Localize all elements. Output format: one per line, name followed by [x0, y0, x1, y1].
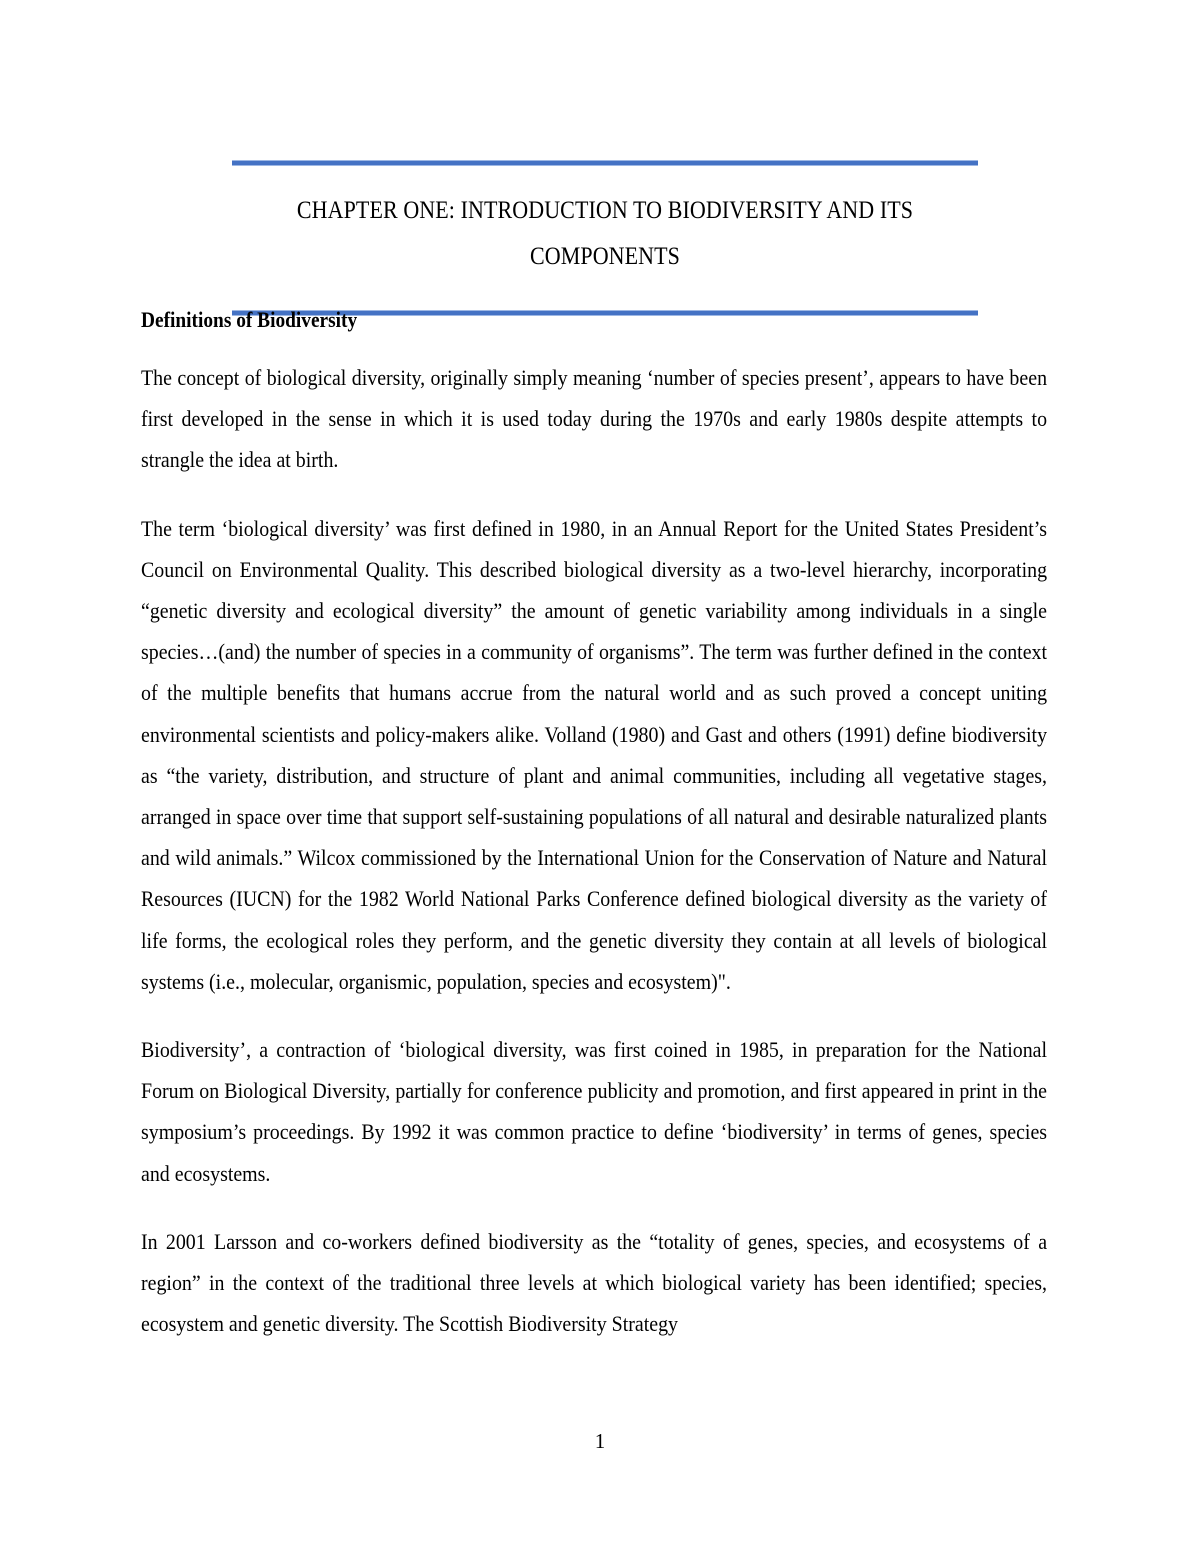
paragraph-3: Biodiversity’, a contraction of ‘biological diversity, was first coined in 1985, in preparation for the National Forum on Biological Diversity, partially for conference publicity and promotion, and first appeared in print in the symposium’s proceedings. By 1992 it was common practice to define ‘biodiversity’ in terms of genes, species and ecosystems.	[141, 1037, 1048, 1186]
page-title-line-1: CHAPTER ONE: INTRODUCTION TO BIODIVERSITY AND ITS	[296, 197, 914, 224]
chapter-title-block	[232, 160, 978, 316]
page-title	[277, 166, 933, 310]
document-body	[141, 305, 1047, 1344]
paragraph-2: The term ‘biological diversity’ was first defined in 1980, in an Annual Report for the United States President’s Council on Environmental Quality. This described biological diversity as a two-level hierarchy, incorporating “genetic diversity and ecological diversity” the amount of genetic variability among individuals in a single species…(and) the number of species in a community of organisms”. The term was further defined in the context of the multiple benefits that humans accrue from the natural world and as such proved a concept uniting environmental scientists and policy-makers alike. Volland (1980) and Gast and others (1991) define biodiversity as “the variety, distribution, and structure of plant and animal communities, including all vegetative stages, arranged in space over time that support self-sustaining populations of all natural and desirable naturalized plants and wild animals.” Wilcox commissioned by the International Union for the Conservation of Nature and Natural Resources (IUCN) for the 1982 World National Parks Conference defined biological diversity as the variety of life forms, the ecological roles they perform, and the genetic diversity they contain at all levels of biological systems (i.e., molecular, organismic, population, species and ecosystem)".	[141, 515, 1048, 994]
paragraph-4: In 2001 Larsson and co-workers defined biodiversity as the “totality of genes, species, and ecosystems of a region” in the context of the traditional three levels at which biological variety has been identified; species, ecosystem and genetic diversity. The Scottish Biodiversity Strategy	[141, 1228, 1048, 1337]
paragraph-1: The concept of biological diversity, originally simply meaning ‘number of species present’, appears to have been first developed in the sense in which it is used today during the 1970s and early 1980s despite attempts to strangle the idea at birth.	[141, 365, 1048, 473]
page-title-line-2: COMPONENTS	[529, 243, 681, 270]
page-number-footer: 1	[594, 1429, 606, 1453]
section-heading-definitions: Definitions of Biodiversity	[141, 307, 358, 332]
